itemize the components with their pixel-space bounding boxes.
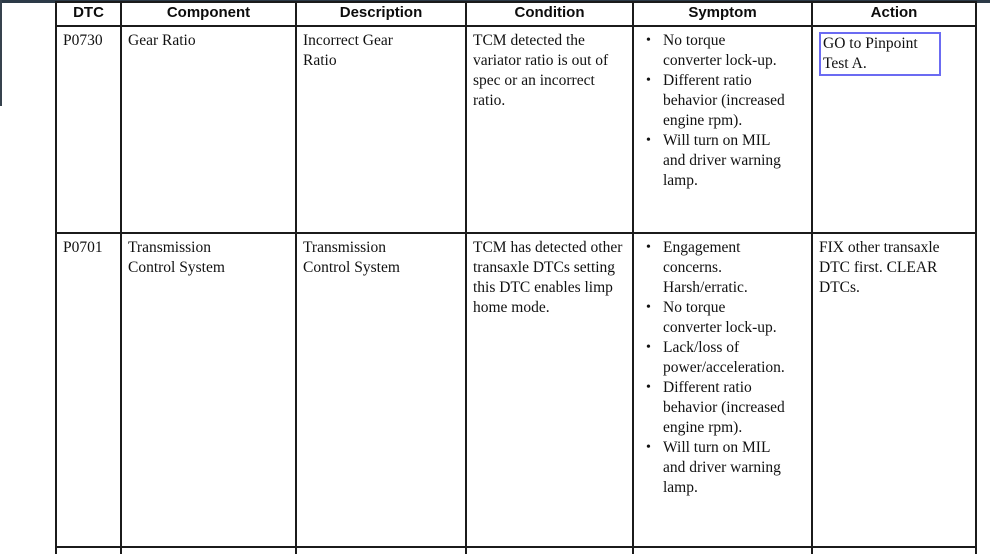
- column-header-symptom: Symptom: [633, 2, 812, 26]
- action-cell: [812, 26, 976, 233]
- symptom-list: [640, 31, 807, 191]
- left-edge-rule: [0, 0, 2, 106]
- symptom-text: Engagement concerns. Harsh/erratic.: [663, 239, 748, 296]
- description-cell: [296, 233, 466, 547]
- table-row: [56, 233, 976, 547]
- table-row-partial: [56, 547, 976, 554]
- component-cell: [121, 26, 296, 233]
- action-cell: [812, 233, 976, 547]
- symptom-text: Lack/loss of power/acceleration.: [663, 339, 785, 376]
- column-header-condition: Condition: [466, 2, 633, 26]
- description-cell: [296, 26, 466, 233]
- symptom-item: [646, 298, 807, 338]
- pinpoint-test-link[interactable]: GO to Pinpoint Test A.: [819, 32, 941, 76]
- dtc-table: [55, 1, 977, 554]
- header-row: [56, 2, 976, 26]
- component-cell: [121, 233, 296, 547]
- symptom-item: [646, 338, 807, 378]
- description-text: Incorrect Gear Ratio: [303, 32, 393, 69]
- component-text: Transmission Control System: [128, 239, 225, 276]
- column-header-dtc: DTC: [56, 2, 121, 26]
- dtc-code: P0701: [63, 239, 103, 256]
- action-cell: [812, 547, 976, 554]
- column-header-description: Description: [296, 2, 466, 26]
- condition-cell: [466, 547, 633, 554]
- column-header-action: Action: [812, 2, 976, 26]
- dtc-code: P0730: [63, 32, 103, 49]
- symptom-item: [646, 131, 807, 191]
- table-row: [56, 26, 976, 233]
- symptom-item: [646, 31, 807, 71]
- symptom-item: [646, 438, 807, 498]
- symptom-cell: [633, 26, 812, 233]
- symptom-item: [646, 71, 807, 131]
- condition-text: TCM detected the variator ratio is out of spec or an incorrect ratio.: [473, 32, 609, 109]
- symptom-text: No torque converter lock-up.: [663, 32, 777, 69]
- condition-text: TCM has detected other transaxle DTCs setting this DTC enables limp home mode.: [473, 239, 623, 316]
- symptom-text: Will turn on MIL and driver warning lamp.: [663, 132, 781, 189]
- symptom-text: Different ratio behavior (increased engine rpm).: [663, 379, 785, 436]
- bullet-icon: •: [646, 73, 651, 88]
- symptom-item: [646, 378, 807, 438]
- symptom-cell: [633, 547, 812, 554]
- dtc-cell: [56, 26, 121, 233]
- action-text: FIX other transaxle DTC first. CLEAR DTCs.: [819, 239, 940, 296]
- component-text: Gear Ratio: [128, 32, 196, 49]
- dtc-cell: [56, 233, 121, 547]
- symptom-list: [640, 238, 807, 498]
- bullet-icon: •: [646, 340, 651, 355]
- bullet-icon: •: [646, 440, 651, 455]
- symptom-text: Will turn on MIL and driver warning lamp.: [663, 439, 781, 496]
- description-text: Transmission Control System: [303, 239, 400, 276]
- dtc-cell: [56, 547, 121, 554]
- bullet-icon: •: [646, 240, 651, 255]
- component-cell: [121, 547, 296, 554]
- description-cell: [296, 547, 466, 554]
- symptom-cell: [633, 233, 812, 547]
- symptom-text: No torque converter lock-up.: [663, 299, 777, 336]
- symptom-text: Different ratio behavior (increased engine rpm).: [663, 72, 785, 129]
- condition-cell: [466, 26, 633, 233]
- bullet-icon: •: [646, 33, 651, 48]
- column-header-component: Component: [121, 2, 296, 26]
- bullet-icon: •: [646, 380, 651, 395]
- bullet-icon: •: [646, 300, 651, 315]
- symptom-item: [646, 238, 807, 298]
- condition-cell: [466, 233, 633, 547]
- bullet-icon: •: [646, 133, 651, 148]
